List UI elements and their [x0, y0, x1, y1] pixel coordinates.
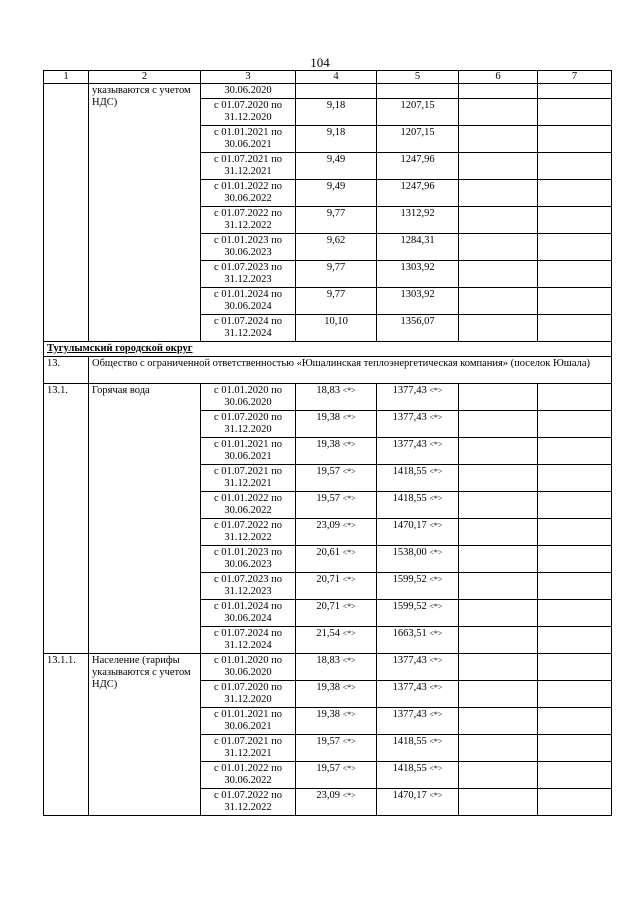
value-cell [296, 762, 377, 789]
empty-cell [459, 519, 538, 546]
value-text: 1470,17 [392, 790, 427, 801]
empty-cell [538, 438, 612, 465]
empty-cell [459, 438, 538, 465]
empty-cell [459, 99, 538, 126]
footnote-mark: <*> [342, 494, 356, 503]
value-cell [296, 708, 377, 735]
empty-cell [459, 681, 538, 708]
value-cell: 9,62 [296, 234, 377, 261]
value-cell [377, 411, 459, 438]
value-text: 1470,17 [392, 520, 427, 531]
value-cell: 1303,92 [377, 288, 459, 315]
organization-name: Общество с ограниченной ответственностью «Юшалинская теплоэнергетическая компания» (поселок Юшала) [89, 357, 612, 384]
empty-cell [538, 546, 612, 573]
period-cell: с 01.01.2021 по 30.06.2021 [201, 708, 296, 735]
value-cell: 9,18 [296, 99, 377, 126]
value-cell: 9,18 [296, 126, 377, 153]
period-cell: с 01.01.2021 по 30.06.2021 [201, 126, 296, 153]
value-cell: 9,77 [296, 261, 377, 288]
value-cell [377, 735, 459, 762]
empty-cell [459, 234, 538, 261]
footnote-mark: <*> [342, 602, 356, 611]
footnote-mark: <*> [429, 791, 443, 800]
column-header: 5 [377, 71, 459, 84]
footnote-mark: <*> [429, 548, 443, 557]
period-cell: с 01.07.2022 по 31.12.2022 [201, 207, 296, 234]
value-text: 1599,52 [392, 601, 427, 612]
value-cell [296, 573, 377, 600]
value-text: 1418,55 [392, 763, 427, 774]
empty-cell [459, 762, 538, 789]
value-cell: 1303,92 [377, 261, 459, 288]
value-cell [296, 411, 377, 438]
value-text: 23,09 [316, 790, 340, 801]
empty-cell [459, 735, 538, 762]
empty-cell [538, 180, 612, 207]
empty-cell [459, 546, 538, 573]
empty-cell [538, 84, 612, 99]
value-cell [377, 654, 459, 681]
value-cell [377, 573, 459, 600]
empty-cell [459, 411, 538, 438]
empty-cell [538, 600, 612, 627]
empty-cell [459, 384, 538, 411]
item-name-cell: Население (тарифы указываются с учетом НДС) [89, 654, 201, 816]
footnote-mark: <*> [342, 467, 356, 476]
value-text: 19,57 [316, 493, 340, 504]
value-text: 1599,52 [392, 574, 427, 585]
footnote-mark: <*> [342, 440, 356, 449]
footnote-mark: <*> [429, 710, 443, 719]
value-cell [377, 627, 459, 654]
footnote-mark: <*> [429, 440, 443, 449]
value-text: 19,57 [316, 466, 340, 477]
item-number-cell: 13.1. [44, 384, 89, 654]
footnote-mark: <*> [429, 683, 443, 692]
value-cell [377, 84, 459, 99]
item-name-cell: Горячая вода [89, 384, 201, 654]
period-cell: с 01.07.2021 по 31.12.2021 [201, 153, 296, 180]
period-cell: с 01.07.2020 по 31.12.2020 [201, 681, 296, 708]
tariff-row [44, 384, 612, 411]
empty-cell [459, 207, 538, 234]
value-cell: 1312,92 [377, 207, 459, 234]
value-cell: 9,77 [296, 288, 377, 315]
empty-cell [538, 315, 612, 342]
footnote-mark: <*> [429, 737, 443, 746]
value-text: 19,57 [316, 736, 340, 747]
footnote-mark: <*> [342, 575, 356, 584]
footnote-mark: <*> [429, 386, 443, 395]
value-cell [377, 465, 459, 492]
value-cell [296, 84, 377, 99]
footnote-mark: <*> [342, 521, 356, 530]
value-cell [296, 546, 377, 573]
period-cell: с 01.07.2021 по 31.12.2021 [201, 465, 296, 492]
footnote-mark: <*> [342, 629, 356, 638]
period-cell: с 01.01.2021 по 30.06.2021 [201, 438, 296, 465]
empty-cell [538, 234, 612, 261]
empty-cell [459, 492, 538, 519]
value-text: 1377,43 [392, 682, 427, 693]
empty-cell [538, 735, 612, 762]
empty-cell [538, 288, 612, 315]
footnote-mark: <*> [342, 683, 356, 692]
item-number-cell [44, 84, 89, 342]
value-text: 1377,43 [392, 439, 427, 450]
empty-cell [538, 492, 612, 519]
value-cell [377, 600, 459, 627]
period-cell: с 01.07.2021 по 31.12.2021 [201, 735, 296, 762]
empty-cell [538, 573, 612, 600]
value-cell: 1207,15 [377, 99, 459, 126]
value-cell [377, 708, 459, 735]
value-cell: 9,49 [296, 153, 377, 180]
empty-cell [459, 288, 538, 315]
empty-cell [538, 654, 612, 681]
footnote-mark: <*> [342, 656, 356, 665]
footnote-mark: <*> [429, 602, 443, 611]
value-cell [296, 627, 377, 654]
footnote-mark: <*> [342, 413, 356, 422]
footnote-mark: <*> [342, 764, 356, 773]
empty-cell [459, 465, 538, 492]
empty-cell [538, 153, 612, 180]
empty-cell [538, 627, 612, 654]
empty-cell [459, 153, 538, 180]
value-cell [296, 735, 377, 762]
column-header: 7 [538, 71, 612, 84]
value-cell: 1247,96 [377, 153, 459, 180]
value-cell [377, 384, 459, 411]
empty-cell [538, 126, 612, 153]
empty-cell [459, 789, 538, 816]
value-text: 1418,55 [392, 493, 427, 504]
value-cell: 1247,96 [377, 180, 459, 207]
period-cell: с 01.01.2022 по 30.06.2022 [201, 762, 296, 789]
footnote-mark: <*> [342, 386, 356, 395]
footnote-mark: <*> [429, 467, 443, 476]
value-cell [377, 438, 459, 465]
empty-cell [459, 84, 538, 99]
value-text: 20,61 [316, 547, 340, 558]
empty-cell [538, 207, 612, 234]
empty-cell [538, 789, 612, 816]
value-text: 1418,55 [392, 736, 427, 747]
empty-cell [538, 708, 612, 735]
tariff-row [44, 654, 612, 681]
footnote-mark: <*> [429, 656, 443, 665]
value-text: 1538,00 [392, 547, 427, 558]
empty-cell [538, 519, 612, 546]
value-text: 1377,43 [392, 385, 427, 396]
empty-cell [538, 465, 612, 492]
footnote-mark: <*> [342, 737, 356, 746]
period-cell: с 01.07.2020 по 31.12.2020 [201, 99, 296, 126]
value-text: 1663,51 [392, 628, 427, 639]
column-header: 6 [459, 71, 538, 84]
value-text: 21,54 [316, 628, 340, 639]
period-cell: с 01.07.2024 по 31.12.2024 [201, 627, 296, 654]
empty-cell [538, 261, 612, 288]
period-cell: с 01.01.2020 по 30.06.2020 [201, 654, 296, 681]
empty-cell [538, 681, 612, 708]
value-cell [377, 492, 459, 519]
value-text: 19,38 [316, 709, 340, 720]
section-row [44, 342, 612, 357]
empty-cell [459, 627, 538, 654]
value-text: 19,38 [316, 682, 340, 693]
empty-cell [538, 384, 612, 411]
tariff-table [43, 70, 612, 816]
value-cell [296, 789, 377, 816]
footnote-mark: <*> [342, 791, 356, 800]
value-text: 18,83 [316, 385, 340, 396]
value-text: 20,71 [316, 574, 340, 585]
empty-cell [538, 99, 612, 126]
value-text: 20,71 [316, 601, 340, 612]
footnote-mark: <*> [429, 575, 443, 584]
value-cell [296, 519, 377, 546]
value-cell [296, 465, 377, 492]
period-cell: с 01.01.2023 по 30.06.2023 [201, 234, 296, 261]
column-header: 3 [201, 71, 296, 84]
value-text: 1418,55 [392, 466, 427, 477]
value-text: 19,57 [316, 763, 340, 774]
footnote-mark: <*> [429, 764, 443, 773]
value-text: 1377,43 [392, 709, 427, 720]
value-cell [296, 492, 377, 519]
item-number-cell: 13.1.1. [44, 654, 89, 816]
page-number: 104 [310, 55, 330, 70]
period-cell: с 01.07.2022 по 31.12.2022 [201, 519, 296, 546]
column-header: 2 [89, 71, 201, 84]
footnote-mark: <*> [429, 494, 443, 503]
period-cell: с 01.07.2023 по 31.12.2023 [201, 573, 296, 600]
empty-cell [538, 411, 612, 438]
empty-cell [459, 708, 538, 735]
period-cell: с 01.07.2024 по 31.12.2024 [201, 315, 296, 342]
value-cell [377, 519, 459, 546]
value-cell: 1284,31 [377, 234, 459, 261]
item-number-cell: 13. [44, 357, 89, 384]
period-cell: с 01.07.2020 по 31.12.2020 [201, 411, 296, 438]
footnote-mark: <*> [429, 521, 443, 530]
value-text: 19,38 [316, 439, 340, 450]
value-cell [296, 600, 377, 627]
value-cell: 1207,15 [377, 126, 459, 153]
organization-row [44, 357, 612, 384]
empty-cell [459, 315, 538, 342]
value-text: 1377,43 [392, 412, 427, 423]
item-name-cell: указываются с учетом НДС) [89, 84, 201, 342]
empty-cell [459, 600, 538, 627]
tariff-table-body [44, 71, 612, 816]
value-cell [377, 789, 459, 816]
footnote-mark: <*> [429, 629, 443, 638]
empty-cell [459, 180, 538, 207]
value-cell [296, 681, 377, 708]
period-cell: с 01.01.2020 по 30.06.2020 [201, 384, 296, 411]
footnote-mark: <*> [342, 710, 356, 719]
value-cell [377, 546, 459, 573]
empty-cell [538, 762, 612, 789]
value-cell: 9,49 [296, 180, 377, 207]
period-cell: с 01.07.2022 по 31.12.2022 [201, 789, 296, 816]
value-cell: 1356,07 [377, 315, 459, 342]
period-cell: с 01.01.2023 по 30.06.2023 [201, 546, 296, 573]
section-title: Тугулымский городской округ [44, 342, 612, 357]
tariff-row [44, 84, 612, 99]
value-cell [377, 762, 459, 789]
empty-cell [459, 654, 538, 681]
value-cell [296, 384, 377, 411]
period-cell: 30.06.2020 [201, 84, 296, 99]
value-text: 23,09 [316, 520, 340, 531]
value-cell [296, 654, 377, 681]
empty-cell [459, 126, 538, 153]
footnote-mark: <*> [429, 413, 443, 422]
value-cell [377, 681, 459, 708]
period-cell: с 01.01.2022 по 30.06.2022 [201, 492, 296, 519]
empty-cell [459, 573, 538, 600]
value-text: 19,38 [316, 412, 340, 423]
value-cell: 10,10 [296, 315, 377, 342]
value-cell: 9,77 [296, 207, 377, 234]
value-text: 18,83 [316, 655, 340, 666]
footnote-mark: <*> [342, 548, 356, 557]
column-header: 4 [296, 71, 377, 84]
empty-cell [459, 261, 538, 288]
value-text: 1377,43 [392, 655, 427, 666]
period-cell: с 01.01.2024 по 30.06.2024 [201, 600, 296, 627]
period-cell: с 01.01.2022 по 30.06.2022 [201, 180, 296, 207]
column-header: 1 [44, 71, 89, 84]
period-cell: с 01.01.2024 по 30.06.2024 [201, 288, 296, 315]
column-number-row [44, 71, 612, 84]
period-cell: с 01.07.2023 по 31.12.2023 [201, 261, 296, 288]
value-cell [296, 438, 377, 465]
